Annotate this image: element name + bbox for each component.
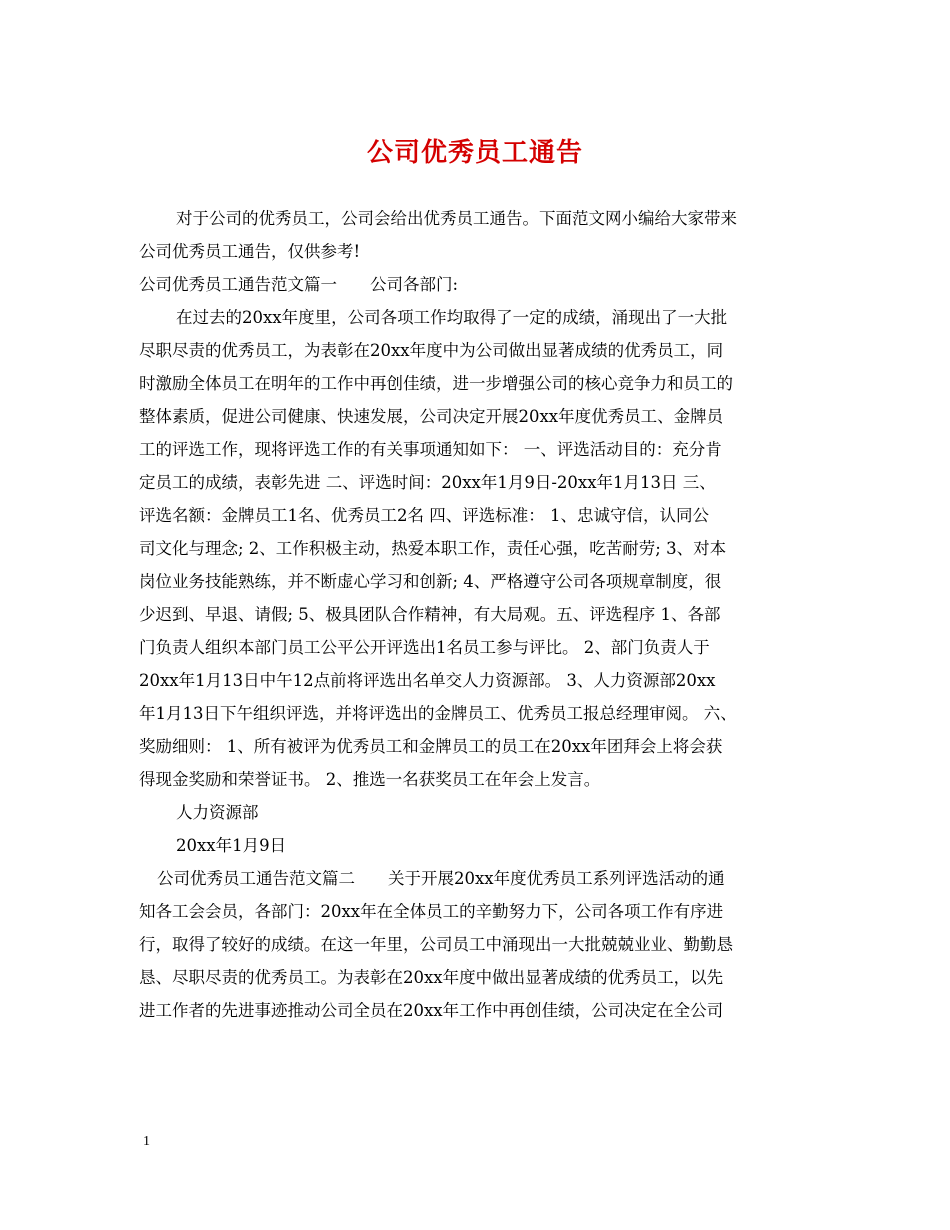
text-line: 评选名额：金牌员工1名、优秀员工2名 四、评选标准： 1、忠诚守信，认同公 — [139, 506, 709, 525]
document-body — [139, 202, 815, 1027]
text-line: 奖励细则： 1、所有被评为优秀员工和金牌员工的员工在20xx年团拜会上将会获 — [139, 737, 723, 756]
text-line: 门负责人组织本部门员工公平公开评选出1名员工参与评比。 2、部门负责人于 — [139, 638, 710, 657]
text-line: 岗位业务技能熟练，并不断虚心学习和创新; 4、严格遵守公司各项规章制度，很 — [139, 572, 722, 591]
text-line: 知各工会会员，各部门：20xx年在全体员工的辛勤努力下，公司各项工作有序进 — [139, 902, 724, 921]
text-line: 公司优秀员工通告，仅供参考! — [139, 242, 361, 261]
text-line: 对于公司的优秀员工，公司会给出优秀员工通告。下面范文网小编给大家带来 — [176, 209, 737, 228]
text-line: 定员工的成绩，表彰先进 二、评选时间：20xx年1月9日-20xx年1月13日 三、 — [139, 473, 716, 492]
text-line: 工的评选工作，现将评选工作的有关事项通知如下： 一、评选活动目的：充分肯 — [139, 440, 722, 459]
section-heading-1: 公司优秀员工通告范文篇一 公司各部门: — [139, 275, 459, 294]
text-line: 行，取得了较好的成绩。在这一年里，公司员工中涌现出一大批兢兢业业、勤勤恳 — [139, 935, 733, 954]
text-line: 恳、尽职尽责的优秀员工。为表彰在20xx年度中做出显著成绩的优秀员工，以先 — [139, 968, 724, 987]
text-line: 进工作者的先进事迹推动公司全员在20xx年工作中再创佳绩，公司决定在全公司 — [139, 1001, 724, 1020]
page-number: 1 — [143, 1134, 150, 1149]
signature-date: 20xx年1月9日 — [176, 836, 287, 855]
text-line: 司文化与理念; 2、工作积极主动，热爱本职工作，责任心强，吃苦耐劳; 3、对本 — [139, 539, 727, 558]
signature-department: 人力资源部 — [176, 803, 259, 822]
text-line: 在过去的20xx年度里，公司各项工作均取得了一定的成绩，涌现出了一大批 — [176, 308, 728, 327]
text-line: 年1月13日下午组织评选，并将评选出的金牌员工、优秀员工报总经理审阅。 六、 — [139, 704, 737, 723]
text-line: 尽职尽责的优秀员工，为表彰在20xx年度中为公司做出显著成绩的优秀员工，同 — [139, 341, 724, 360]
text-line: 时激励全体员工在明年的工作中再创佳绩，进一步增强公司的核心竞争力和员工的 — [139, 374, 733, 393]
text-line: 20xx年1月13日中午12点前将评选出名单交人力资源部。 3、人力资源部20xx — [139, 671, 716, 690]
text-line: 得现金奖励和荣誉证书。 2、推选一名获奖员工在年会上发言。 — [139, 770, 601, 789]
document-title: 公司优秀员工通告 — [366, 138, 583, 168]
section-heading-2: 公司优秀员工通告范文篇二 关于开展20xx年度优秀员工系列评选活动的通 — [157, 869, 725, 888]
text-line: 整体素质，促进公司健康、快速发展，公司决定开展20xx年度优秀员工、金牌员 — [139, 407, 724, 426]
text-line: 少迟到、早退、请假; 5、极具团队合作精神，有大局观。五、评选程序 1、各部 — [139, 605, 721, 624]
